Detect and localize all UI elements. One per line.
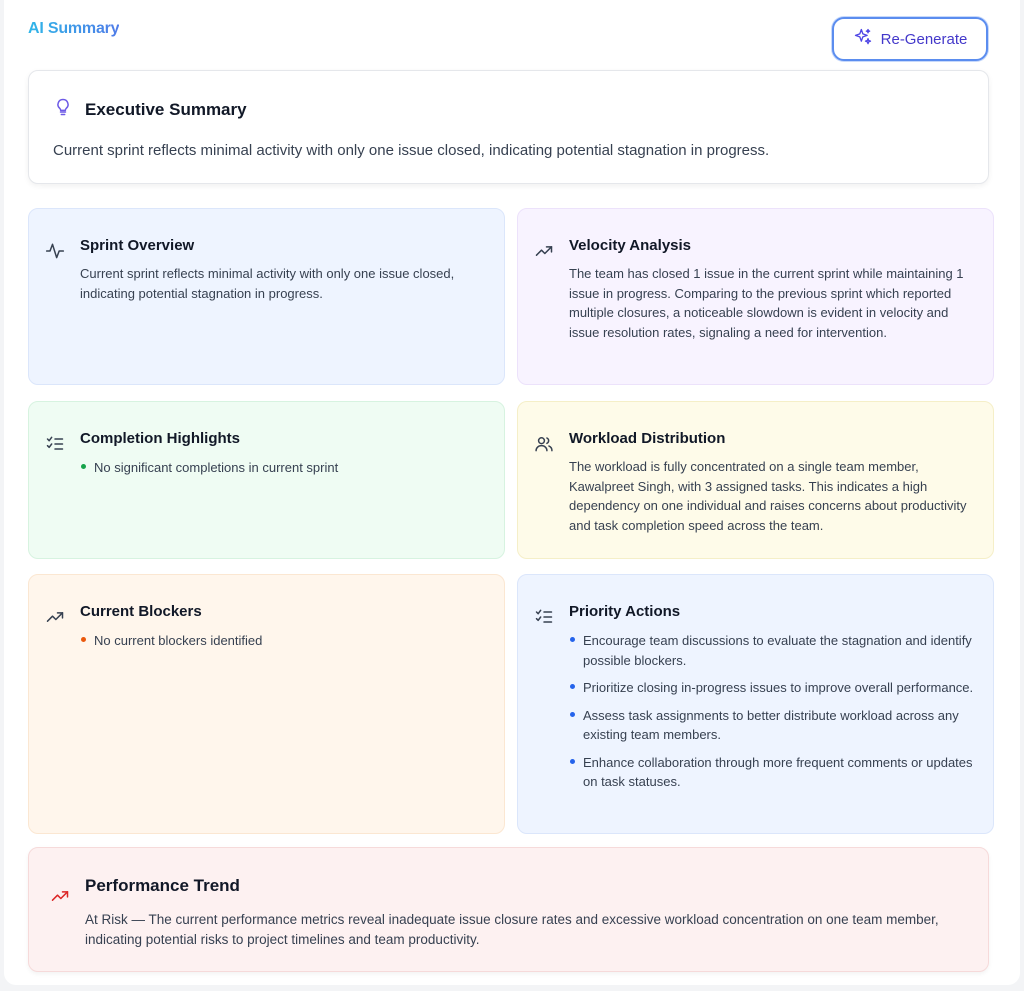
regenerate-button[interactable]	[832, 17, 988, 61]
list-item-text: No significant completions in current sprint	[94, 460, 339, 475]
users-icon	[534, 434, 554, 454]
list-item-text: Prioritize closing in-progress issues to improve overall performance.	[583, 680, 974, 695]
sprint-overview-title: Sprint Overview	[80, 237, 195, 254]
current-blockers-title: Current Blockers	[80, 603, 202, 620]
trending-up-icon	[534, 241, 554, 261]
sprint-overview-text: Current sprint reflects minimal activity with only one issue closed, indicating potential stagnation in progress.	[80, 266, 455, 301]
regenerate-label: Re-Generate	[880, 30, 968, 48]
workload-distribution-card	[517, 401, 994, 559]
executive-summary-text: Current sprint reflects minimal activity with only one issue closed, indicating potential stagnation in progress.	[53, 142, 770, 159]
velocity-analysis-card	[517, 208, 994, 385]
list-item-text: Encourage team discussions to evaluate the stagnation and identify possible blockers.	[583, 633, 972, 668]
current-blockers-card	[28, 574, 505, 834]
lightbulb-icon	[53, 97, 73, 122]
sparkle-icon	[853, 27, 873, 51]
completion-highlights-card	[28, 401, 505, 559]
trending-up-icon	[45, 607, 65, 627]
trending-up-red-icon	[50, 886, 70, 906]
workload-distribution-title: Workload Distribution	[569, 430, 726, 447]
page-title: AI Summary	[28, 20, 120, 37]
list-item-text: Enhance collaboration through more frequent comments or updates on task statuses.	[583, 754, 973, 789]
list-item	[569, 631, 979, 670]
list-item-text: No current blockers identified	[94, 633, 263, 648]
completion-highlights-title: Completion Highlights	[80, 430, 240, 447]
list-item	[80, 631, 490, 651]
bullet-dot	[570, 684, 575, 689]
bullet-dot	[81, 464, 86, 469]
velocity-analysis-text: The team has closed 1 issue in the current sprint while maintaining 1 issue in progress. Comparing to the previous sprint which reported multiple closures, a noticeable slowdown is evident in velocity and issue resolution rates, signaling a need for intervention.	[569, 266, 964, 340]
executive-summary-title: Executive Summary	[85, 99, 247, 119]
list-item	[569, 706, 979, 745]
performance-trend-text: At Risk — The current performance metrics reveal inadequate issue closure rates and excessive workload concentration on one team member, indicating potential risks to project timelines and team productivity.	[85, 912, 939, 947]
priority-actions-card	[517, 574, 994, 834]
bullet-dot	[570, 712, 575, 717]
checklist-icon	[534, 607, 554, 627]
completion-highlights-list	[80, 458, 490, 486]
bullet-dot	[570, 637, 575, 642]
current-blockers-list	[80, 631, 490, 659]
list-item	[569, 678, 979, 698]
list-item-text: Assess task assignments to better distribute workload across any existing team members.	[583, 707, 959, 742]
performance-trend-title: Performance Trend	[85, 876, 240, 895]
performance-trend-card	[28, 847, 989, 972]
checklist-icon	[45, 434, 65, 454]
bullet-dot	[570, 759, 575, 764]
activity-pulse-icon	[45, 241, 65, 261]
list-item	[569, 753, 979, 792]
bullet-dot	[81, 637, 86, 642]
executive-summary-card	[28, 70, 989, 184]
sprint-overview-card	[28, 208, 505, 385]
workload-distribution-text: The workload is fully concentrated on a single team member, Kawalpreet Singh, with 3 assigned tasks. This indicates a high dependency on one individual and raises concerns about productivity and task completion speed across the team.	[569, 459, 967, 533]
velocity-analysis-title: Velocity Analysis	[569, 237, 692, 254]
priority-actions-title: Priority Actions	[569, 603, 681, 620]
list-item	[80, 458, 490, 478]
priority-actions-list	[569, 631, 979, 800]
